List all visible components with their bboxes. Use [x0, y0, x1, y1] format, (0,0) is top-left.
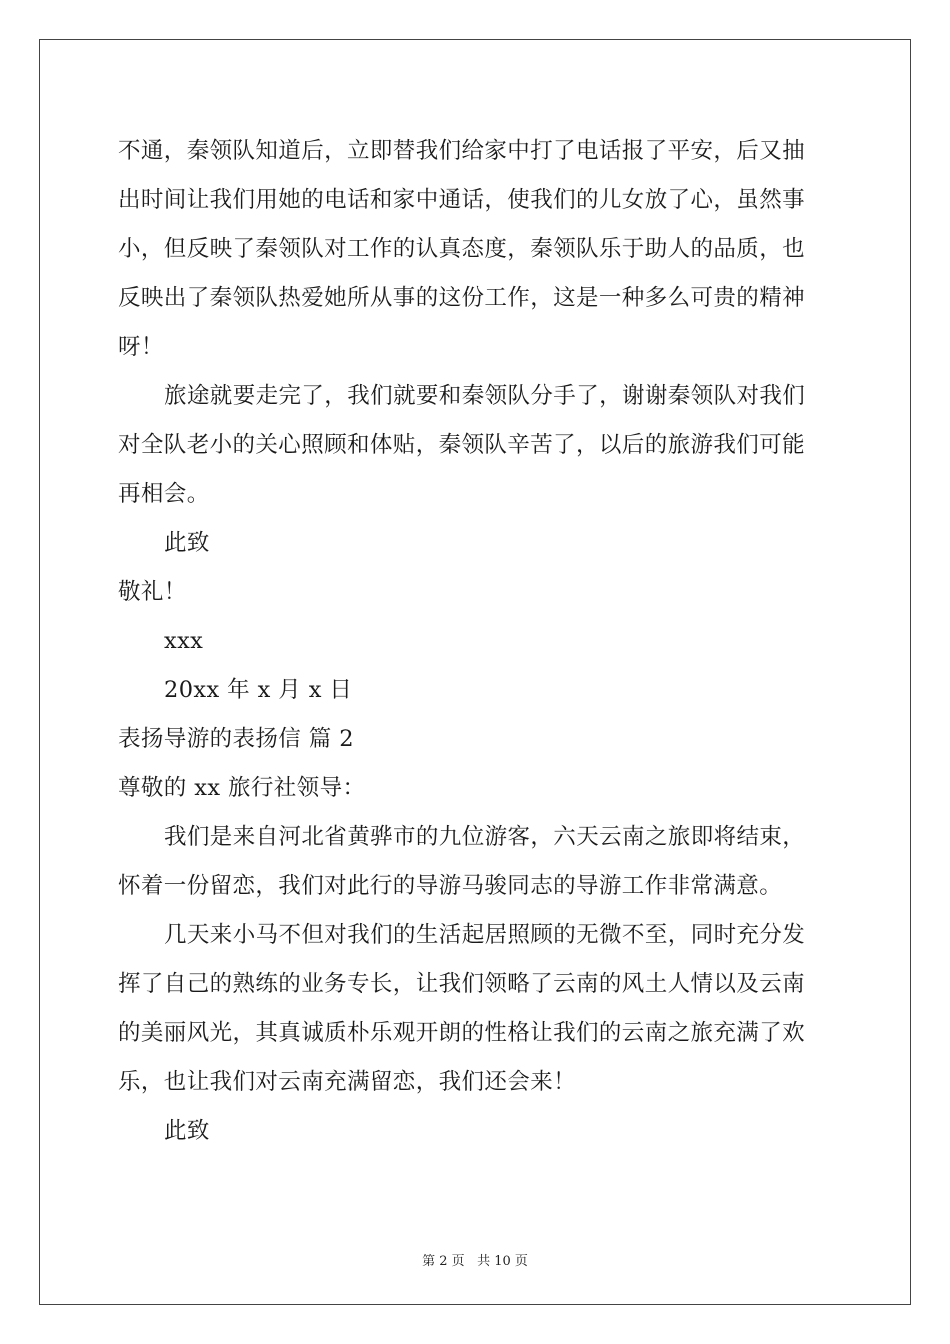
- text-line: 我们是来自河北省黄骅市的九位游客，六天云南之旅即将结束，: [164, 824, 806, 850]
- text-line: 出时间让我们用她的电话和家中通话，使我们的儿女放了心，虽然事: [118, 187, 806, 213]
- page-footer: [0, 1250, 950, 1269]
- text-line: 此致: [164, 1118, 210, 1144]
- text-line: 20xx 年 x 月 x 日: [164, 677, 353, 703]
- page-number: 第 2 页: [422, 1254, 465, 1269]
- page-total: 共 10 页: [477, 1254, 528, 1269]
- text-line: 的美丽风光，其真诚质朴乐观开朗的性格让我们的云南之旅充满了欢: [118, 1020, 806, 1046]
- text-line: 几天来小马不但对我们的生活起居照顾的无微不至，同时充分发: [164, 922, 806, 948]
- text-line: 小，但反映了秦领队对工作的认真态度，秦领队乐于助人的品质，也: [118, 236, 806, 262]
- text-line: 挥了自己的熟练的业务专长，让我们领略了云南的风土人情以及云南: [118, 971, 806, 997]
- text-line: 尊敬的 xx 旅行社领导：: [118, 775, 366, 801]
- text-line: 对全队老小的关心照顾和体贴，秦领队辛苦了，以后的旅游我们可能: [118, 432, 806, 458]
- text-line: 呀！: [118, 334, 164, 360]
- text-line: 反映出了秦领队热爱她所从事的这份工作，这是一种多么可贵的精神: [118, 285, 806, 311]
- letter-body: [118, 127, 838, 1156]
- text-line: 乐，也让我们对云南充满留恋，我们还会来！: [118, 1069, 577, 1095]
- text-line: xxx: [164, 628, 204, 654]
- text-line: 不通，秦领队知道后，立即替我们给家中打了电话报了平安，后又抽: [118, 138, 806, 164]
- text-line: 旅途就要走完了，我们就要和秦领队分手了，谢谢秦领队对我们: [164, 383, 806, 409]
- text-line: 此致: [164, 530, 210, 556]
- text-line: 怀着一份留恋，我们对此行的导游马骏同志的导游工作非常满意。: [118, 873, 783, 899]
- text-line: 敬礼！: [118, 579, 187, 605]
- text-line: 表扬导游的表扬信 篇 2: [118, 726, 354, 752]
- text-line: 再相会。: [118, 481, 210, 507]
